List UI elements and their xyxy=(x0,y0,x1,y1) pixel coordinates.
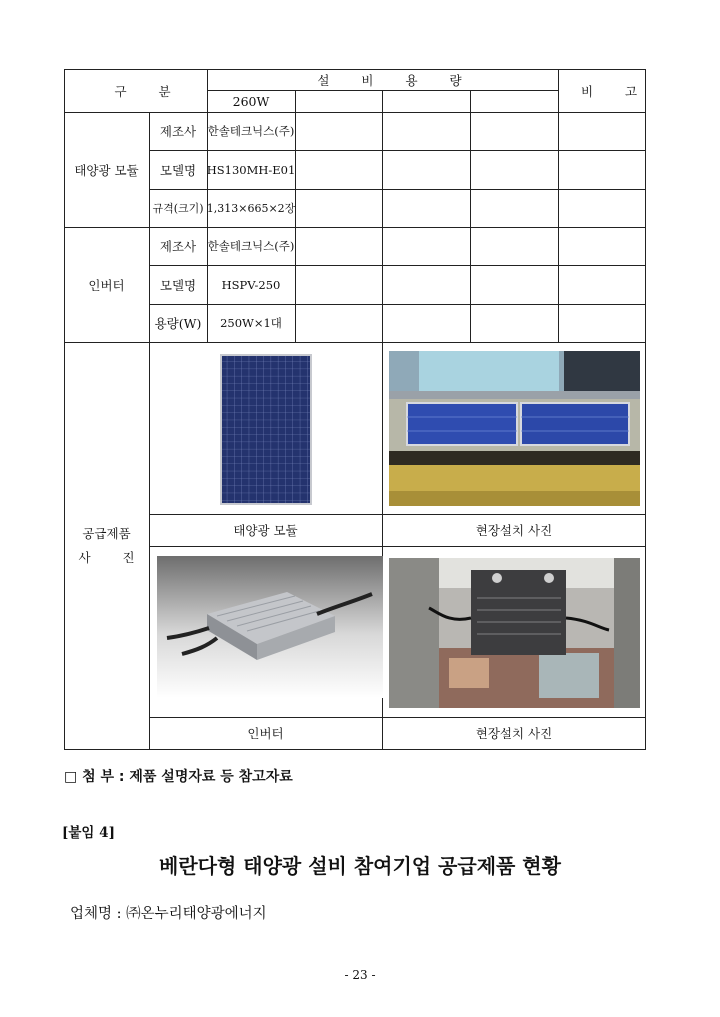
module-maker-value: 한솔테크닉스(주) xyxy=(207,124,295,138)
table-line xyxy=(295,90,296,343)
module-size-value: 1,313×665×2장 xyxy=(206,202,296,215)
header-note: 비 고 xyxy=(580,83,652,99)
table-line xyxy=(470,90,471,343)
table-border-bottom xyxy=(64,749,646,750)
inverter-photo xyxy=(157,556,383,698)
table-line xyxy=(149,546,646,547)
solar-module-photo xyxy=(220,354,312,505)
caption-inverter: 인버터 xyxy=(247,726,284,741)
equipment-table xyxy=(64,69,652,750)
annex-label: [붙임 4] xyxy=(62,825,115,841)
inverter-group-label: 인버터 xyxy=(88,277,125,293)
inverter-maker-value: 한솔테크닉스(주) xyxy=(207,239,295,253)
header-capacity-260w: 260W xyxy=(232,93,270,109)
module-maker-label: 제조사 xyxy=(159,124,197,139)
caption-inverter-site: 현장설치 사진 xyxy=(475,726,553,741)
inverter-model-value: HSPV-250 xyxy=(221,277,281,292)
module-installation-photo xyxy=(389,351,640,506)
inverter-installation-photo xyxy=(389,558,640,708)
inverter-maker-label: 제조사 xyxy=(159,239,197,254)
table-border-right xyxy=(645,69,646,750)
header-capacity: 설 비 용 량 xyxy=(317,72,476,88)
attachment-note: □ 첨 부 : 제품 설명자료 등 참고자료 xyxy=(64,769,293,785)
photos-group-line2: 사 진 xyxy=(78,549,149,565)
company-name: 업체명 : ㈜온누리태양광에너지 xyxy=(70,906,267,922)
photos-group-label xyxy=(64,342,149,749)
caption-solar-module: 태양광 모듈 xyxy=(233,523,298,538)
inverter-capacity-label: 용량(W) xyxy=(154,316,202,331)
module-size-label: 규격(크기) xyxy=(152,202,204,215)
module-model-label: 모델명 xyxy=(159,162,197,178)
inverter-capacity-value: 250W×1대 xyxy=(220,316,282,330)
module-model-value: HS130MH-E01 xyxy=(206,162,296,177)
caption-module-site: 현장설치 사진 xyxy=(475,523,553,538)
inverter-model-label: 모델명 xyxy=(159,277,197,293)
document-title: 베란다형 태양광 설비 참여기업 공급제품 현황 xyxy=(159,854,561,878)
photos-group-line1: 공급제품 xyxy=(82,525,131,541)
header-category: 구 분 xyxy=(114,83,185,99)
page-number: - 23 - xyxy=(344,968,376,982)
module-group-label: 태양광 모듈 xyxy=(74,162,139,178)
